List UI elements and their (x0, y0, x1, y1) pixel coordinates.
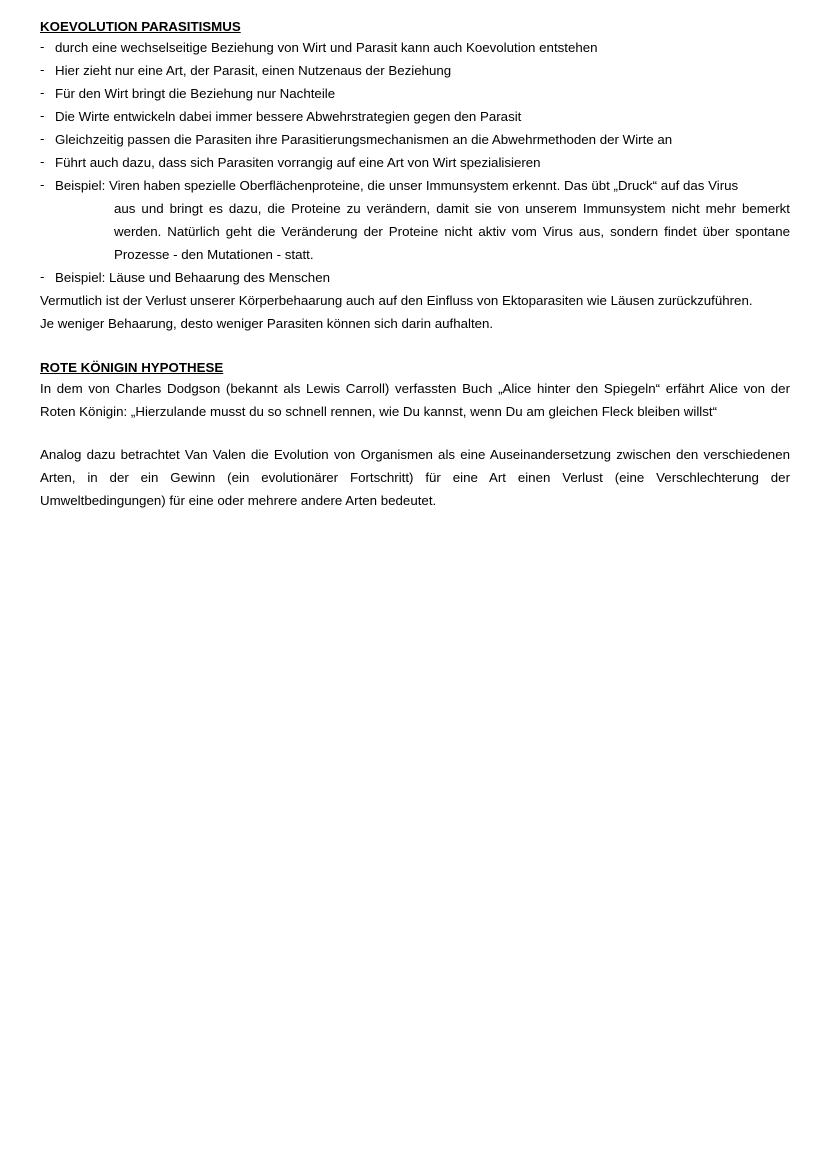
koevolution-bullet-list (40, 36, 790, 289)
bullet-item-example-lice: - Beispiel: Läuse und Behaarung des Menschen (40, 266, 790, 289)
bullet-item: - Führt auch dazu, dass sich Parasiten vorrangig auf eine Art von Wirt spezialisieren (40, 151, 790, 174)
paragraph-spacer (40, 423, 790, 443)
rote-koenigin-paragraph: In dem von Charles Dodgson (bekannt als Lewis Carroll) verfassten Buch „Alice hinter den Spiegeln“ erfährt Alice von der Roten Königin: „Hierzulande musst du so schnell rennen, wie Du kannst, wenn Du am gleichen Fleck bleiben willst“ (40, 381, 790, 419)
van-valen-paragraph: Analog dazu betrachtet Van Valen die Evolution von Organismen als eine Auseinandersetzung zwischen den verschiedenen Arten, in der ein Gewinn (ein evolutionärer Fortschritt) für eine Art einen Verlust (eine Verschlechterung der Umweltbedingungen) für eine oder mehrere andere Arten bedeutet. (40, 447, 790, 508)
bullet-item: - Für den Wirt bringt die Beziehung nur Nachteile (40, 82, 790, 105)
section-heading-rote-koenigin: ROTE KÖNIGIN HYPOTHESE (40, 360, 224, 375)
document-page (40, 17, 790, 512)
example-virus-continuation: aus und bringt es dazu, die Proteine zu verändern, damit sie von unserem Immunsystem nicht mehr bemerkt werden. Natürlich geht die Veränderung der Proteine nicht aktiv vom Virus aus, sondern findet über spontane Prozesse - den Mutationen - statt. (114, 201, 790, 262)
bullet-item: - Gleichzeitig passen die Parasiten ihre Parasitierungsmechanismen an die Abwehrmethoden der Wirte an (40, 128, 790, 151)
bullet-item-example-virus (40, 174, 790, 266)
section-spacer (40, 335, 790, 358)
closing-text-line: Vermutlich ist der Verlust unserer Körperbehaarung auch auf den Einfluss von Ektoparasiten wie Läusen zurückzuführen. (40, 293, 753, 308)
bullet-item: - Die Wirte entwickeln dabei immer bessere Abwehrstrategien gegen den Parasit (40, 105, 790, 128)
closing-text-line: Je weniger Behaarung, desto weniger Parasiten können sich darin aufhalten. (40, 316, 494, 331)
bullet-item: - Hier zieht nur eine Art, der Parasit, einen Nutzenaus der Beziehung (40, 59, 790, 82)
example-virus-first-line: - Beispiel: Viren haben spezielle Oberflächenproteine, die unser Immunsystem erkennt. Das übt „Druck“ auf das Virus (55, 178, 739, 193)
section-heading-koevolution: KOEVOLUTION PARASITISMUS (40, 19, 241, 34)
bullet-item: - durch eine wechselseitige Beziehung von Wirt und Parasit kann auch Koevolution entstehen (40, 36, 790, 59)
